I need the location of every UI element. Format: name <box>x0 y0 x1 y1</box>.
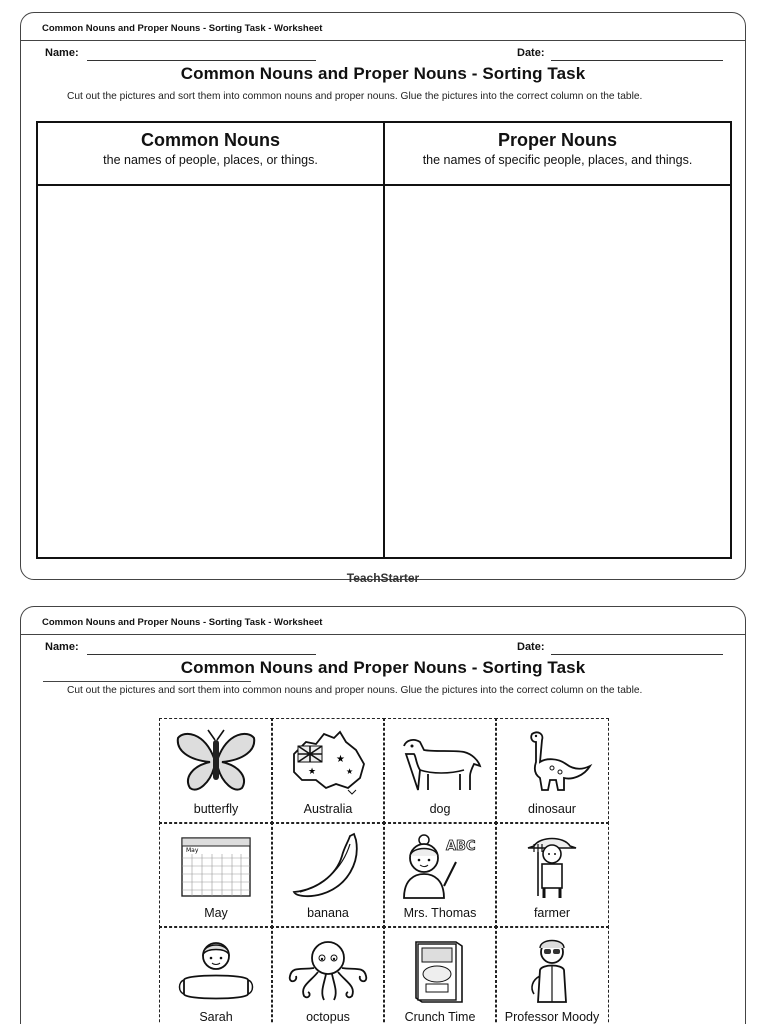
card-professor-moody[interactable] <box>495 926 609 1024</box>
card-may[interactable] <box>159 822 273 928</box>
card-banana[interactable] <box>271 822 385 928</box>
instructions: Cut out the pictures and sort them into common nouns and proper nouns. Glue the pictures into the correct column on the table. <box>67 685 643 696</box>
farmer-icon <box>510 832 594 900</box>
proper-nouns-subtitle: the names of specific people, places, and things. <box>422 153 693 167</box>
card-label: May <box>204 905 228 920</box>
common-nouns-title: Common Nouns <box>141 130 280 150</box>
proper-nouns-drop-area[interactable] <box>385 186 730 557</box>
cutout-card-grid <box>160 719 608 1024</box>
card-australia[interactable] <box>271 718 385 824</box>
card-label: octopus <box>306 1009 350 1024</box>
svg-text:★: ★ <box>336 753 345 765</box>
card-butterfly[interactable] <box>159 718 273 824</box>
svg-text:★: ★ <box>346 766 354 776</box>
name-label: Name: <box>45 641 79 653</box>
common-nouns-header <box>38 123 383 186</box>
dinosaur-icon <box>510 728 594 796</box>
professor-icon <box>510 936 594 1004</box>
name-date-row <box>21 635 745 657</box>
butterfly-icon <box>174 728 258 796</box>
card-label: dog <box>429 801 451 816</box>
common-nouns-column <box>38 123 383 557</box>
proper-nouns-header <box>385 123 730 186</box>
footer <box>21 565 745 595</box>
card-dinosaur[interactable] <box>495 718 609 824</box>
name-label: Name: <box>45 47 79 59</box>
card-label: banana <box>307 905 349 920</box>
footer-line-right <box>455 579 735 580</box>
common-nouns-subtitle: the names of people, places, or things. <box>103 153 318 167</box>
common-nouns-drop-area[interactable] <box>38 186 383 557</box>
card-label: Professor Moody <box>504 1009 600 1024</box>
date-label: Date: <box>517 641 545 653</box>
banana-icon <box>286 832 370 900</box>
card-label: Sarah <box>199 1009 233 1024</box>
sorting-table <box>36 121 732 559</box>
worksheet-page-2 <box>20 606 746 1024</box>
name-line <box>87 60 316 61</box>
svg-text:★: ★ <box>308 766 317 777</box>
svg-text:May: May <box>186 846 199 854</box>
proper-nouns-title: Proper Nouns <box>497 130 617 150</box>
page-title: Common Nouns and Proper Nouns - Sorting Task <box>180 658 586 677</box>
card-label: butterfly <box>193 801 239 816</box>
worksheet-page-1 <box>20 12 746 585</box>
card-label: farmer <box>533 905 571 920</box>
instructions: Cut out the pictures and sort them into common nouns and proper nouns. Glue the pictures into the correct column on the table. <box>67 91 643 102</box>
proper-nouns-column <box>383 123 730 557</box>
girl-icon <box>174 936 258 1004</box>
card-crunch-time[interactable] <box>383 926 497 1024</box>
octopus-icon <box>286 936 370 1004</box>
date-label: Date: <box>517 47 545 59</box>
title-underline <box>43 681 251 682</box>
brand-logo: TeachStarter <box>346 571 420 585</box>
worksheet-header: Common Nouns and Proper Nouns - Sorting Task - Worksheet <box>21 13 745 41</box>
name-date-row <box>21 41 745 63</box>
svg-text:ABC: ABC <box>446 838 476 854</box>
card-farmer[interactable] <box>495 822 609 928</box>
card-label: Australia <box>303 801 353 816</box>
teacher-icon <box>398 832 482 900</box>
card-dog[interactable] <box>383 718 497 824</box>
card-mrs-thomas[interactable] <box>383 822 497 928</box>
date-line <box>551 654 723 655</box>
card-sarah[interactable] <box>159 926 273 1024</box>
card-label: Mrs. Thomas <box>403 905 477 920</box>
name-line <box>87 654 316 655</box>
cereal-box-icon <box>398 936 482 1004</box>
card-label: Crunch Time <box>404 1009 476 1024</box>
card-octopus[interactable] <box>271 926 385 1024</box>
calendar-icon <box>174 832 258 900</box>
page-title: Common Nouns and Proper Nouns - Sorting Task <box>180 64 586 83</box>
australia-map-icon <box>286 728 370 796</box>
card-label: dinosaur <box>528 801 576 816</box>
dog-icon <box>398 728 482 796</box>
date-line <box>551 60 723 61</box>
worksheet-header: Common Nouns and Proper Nouns - Sorting Task - Worksheet <box>21 607 745 635</box>
